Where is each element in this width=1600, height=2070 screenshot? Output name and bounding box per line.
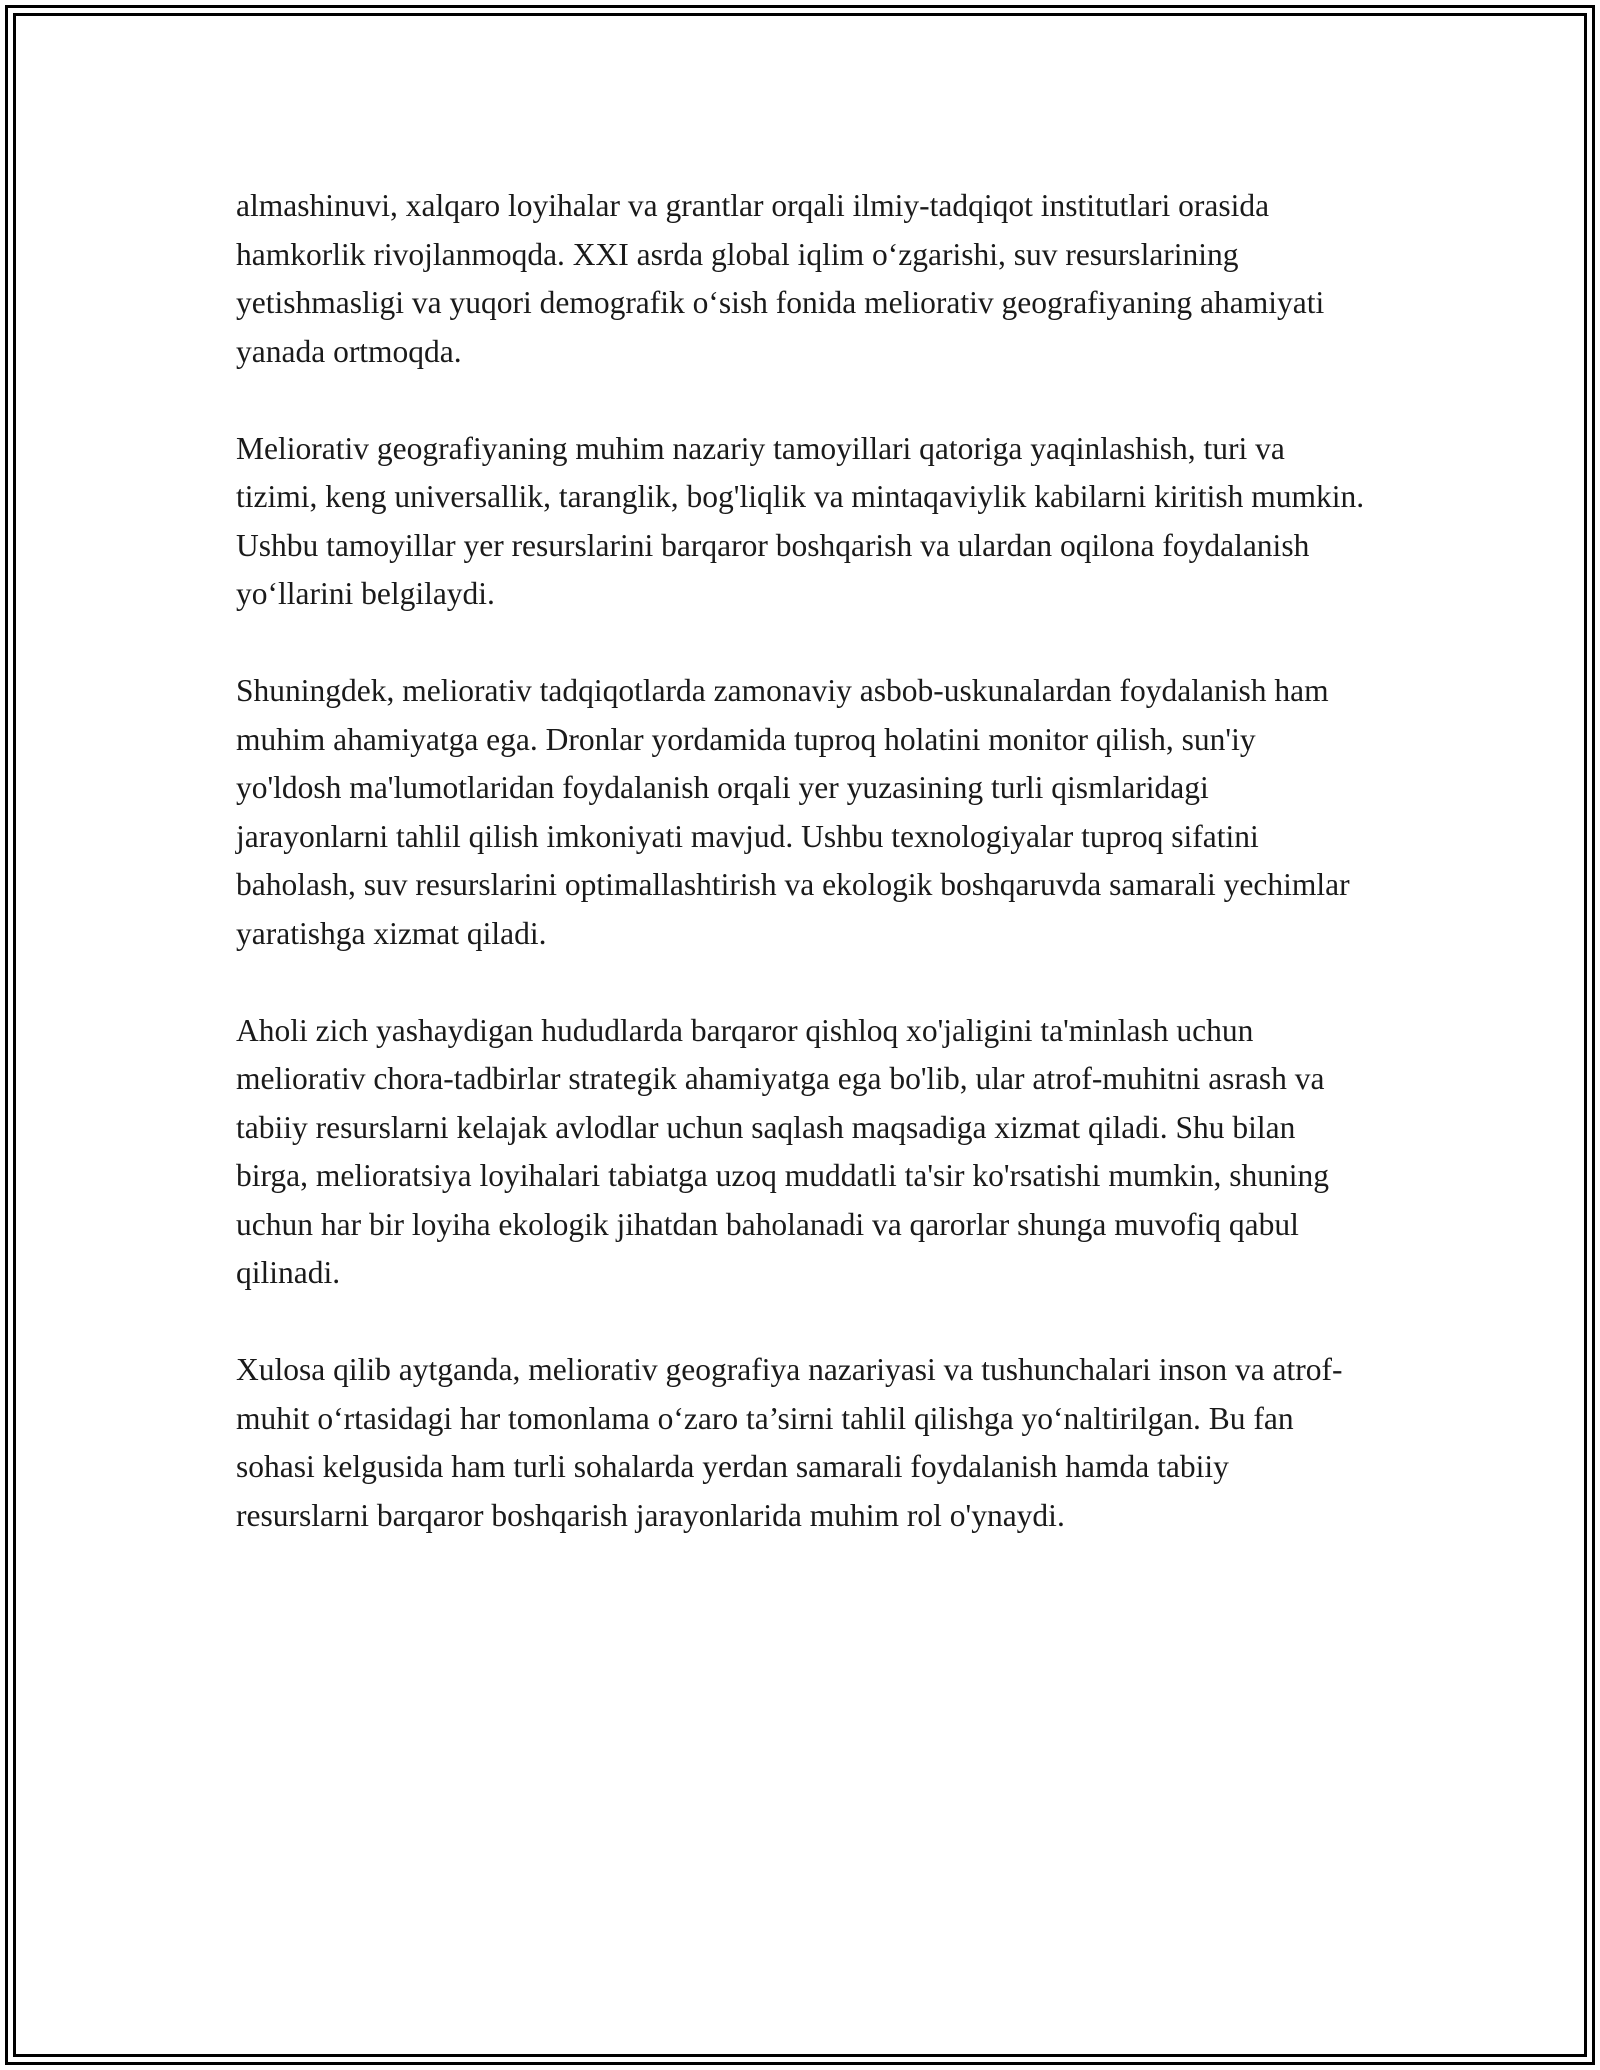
paragraph: almashinuvi, xalqaro loyihalar va grantlar orqali ilmiy-tadqiqot institutlari orasida hamkorlik rivojlanmoqda. XXI asrda global iqlim o‘zgarishi, suv resurslarining yetishmasligi va yuqori demografik o‘sish fonida meliorativ geografiyaning ahamiyati yanada ortmoqda.: [236, 188, 1325, 369]
paragraph: Meliorativ geografiyaning muhim nazariy tamoyillari qatoriga yaqinlashish, turi va tizimi, keng universallik, taranglik, bog'liqlik va mintaqaviylik kabilarni kiritish mumkin. Ushbu tamoyillar yer resurslarini barqaror boshqarish va ulardan oqilona foydalanish yo‘llarini belgilaydi.: [236, 430, 1365, 611]
document-body: [236, 182, 1366, 1589]
paragraph: Shuningdek, meliorativ tadqiqotlarda zamonaviy asbob-uskunalardan foydalanish ham muhim ahamiyatga ega. Dronlar yordamida tuproq holatini monitor qilish, sun'iy yo'ldosh ma'lumotlaridan foydalanish orqali yer yuzasining turli qismlaridagi jarayonlarni tahlil qilish imkoniyati mavjud. Ushbu texnologiyalar tuproq sifatini baholash, suv resurslarini optimallashtirish va ekologik boshqaruvda samarali yechimlar yaratishga xizmat qiladi.: [236, 673, 1350, 951]
paragraph: Xulosa qilib aytganda, meliorativ geografiya nazariyasi va tushunchalari inson va atrof-muhit o‘rtasidagi har tomonlama o‘zaro ta’sirni tahlil qilishga yo‘naltirilgan. Bu fan sohasi kelgusida ham turli sohalarda yerdan samarali foydalanish hamda tabiiy resurslarni barqaror boshqarish jarayonlarida muhim rol o'ynaydi.: [236, 1352, 1343, 1533]
paragraph: Aholi zich yashaydigan hududlarda barqaror qishloq xo'jaligini ta'minlash uchun meliorativ chora-tadbirlar strategik ahamiyatga ega bo'lib, ular atrof-muhitni asrash va tabiiy resurslarni kelajak avlodlar uchun saqlash maqsadiga xizmat qiladi. Shu bilan birga, melioratsiya loyihalari tabiatga uzoq muddatli ta'sir ko'rsatishi mumkin, shuning uchun har bir loyiha ekologik jihatdan baholanadi va qarorlar shunga muvofiq qabul qilinadi.: [236, 1012, 1329, 1290]
